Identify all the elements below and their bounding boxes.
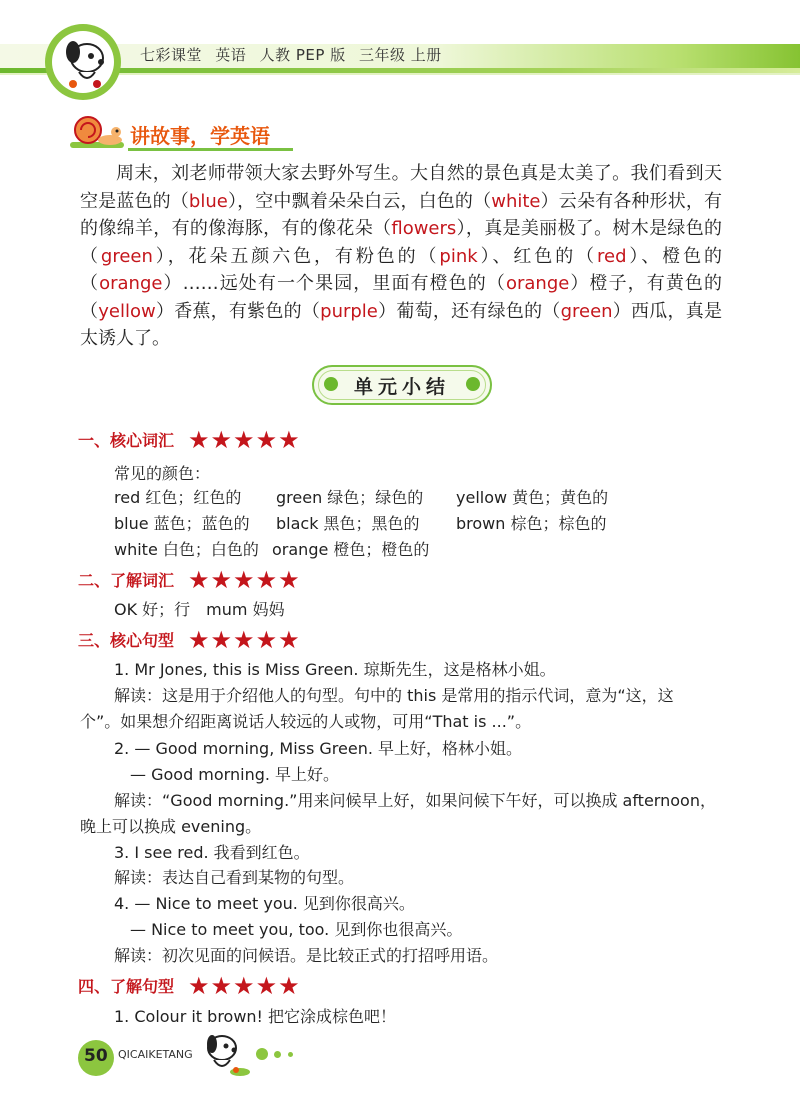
story-text-segment: ）、橙色的（ bbox=[80, 245, 723, 294]
section-title: 四、了解句型 bbox=[78, 977, 175, 996]
story-text-segment: ）……远处有一个果园，里面有橙色的（ bbox=[162, 273, 506, 294]
story-text-segment: ），花朵五颜六色，有粉色的（ bbox=[152, 245, 440, 267]
story-text-segment: ）香蕉，有紫色的（ bbox=[155, 300, 321, 322]
story-text-segment: ）云朵有各种形状，有的像绵羊，有的像海豚，有的像花朵（ bbox=[80, 190, 723, 239]
section-heading bbox=[78, 972, 301, 1000]
header-edition: 人教 PEP 版 bbox=[259, 46, 346, 64]
sentence-line: 2. — Good morning, Miss Green. 早上好，格林小姐。 bbox=[114, 739, 523, 758]
story-text-segment: ）、红色的（ bbox=[477, 245, 597, 267]
vocab-item: yellow 黄色；黄色的 bbox=[456, 488, 609, 507]
story-keyword: orange bbox=[505, 273, 570, 294]
header-series: 七彩课堂 bbox=[140, 46, 203, 64]
snail-icon bbox=[66, 112, 128, 152]
explanation-line: 解读：初次见面的问候语。是比较正式的打招呼用语。 bbox=[114, 946, 499, 965]
story-keyword: blue bbox=[188, 190, 228, 212]
mascot-dog-footer-icon bbox=[194, 1028, 254, 1080]
section-heading bbox=[78, 426, 301, 454]
story-text-segment: 周末，刘老师带领大家去野外写生。大自然的景色真是太美了。我们看到天空是蓝色的（ bbox=[80, 163, 722, 212]
footer-dot bbox=[288, 1052, 293, 1057]
section-heading bbox=[78, 566, 301, 594]
story-keyword: green bbox=[560, 300, 613, 322]
story-text bbox=[80, 160, 722, 353]
vocab-item: green 绿色；绿色的 bbox=[276, 488, 424, 507]
footer-brand: QICAIKETANG bbox=[118, 1048, 193, 1061]
story-text-segment: ），真是美丽极了。树木是绿色的（ bbox=[80, 218, 723, 267]
story-text-segment: ）葡萄，还有绿色的（ bbox=[377, 300, 561, 322]
header-grade: 三年级 上册 bbox=[358, 46, 442, 64]
story-title: 讲故事，学英语 bbox=[130, 124, 270, 148]
vocab-item: black 黑色；黑色的 bbox=[276, 514, 420, 533]
story-keyword: red bbox=[597, 245, 627, 267]
star-rating-icon: ★★★★★ bbox=[188, 626, 301, 654]
unit-summary-title: 单元小结 bbox=[353, 376, 450, 398]
section-heading bbox=[78, 626, 301, 654]
star-rating-icon: ★★★★★ bbox=[188, 426, 301, 454]
explanation-line: 晚上可以换成 evening。 bbox=[80, 817, 262, 836]
vocab-item: orange 橙色；橙色的 bbox=[272, 540, 430, 559]
section-title: 二、了解词汇 bbox=[78, 571, 175, 590]
star-rating-icon: ★★★★★ bbox=[188, 972, 301, 1000]
story-text-segment: ）橙子，有黄色的（ bbox=[80, 273, 723, 322]
vocab-intro: 常见的颜色： bbox=[114, 464, 211, 483]
vocab-item: white 白色；白色的 bbox=[114, 540, 259, 559]
story-paragraph bbox=[80, 160, 722, 353]
vocab-line: OK 好；行 mum 妈妈 bbox=[114, 600, 285, 619]
footer-dot bbox=[274, 1051, 281, 1058]
vocab-item: red 红色；红色的 bbox=[114, 488, 242, 507]
story-keyword: green bbox=[100, 245, 153, 267]
section-title: 一、核心词汇 bbox=[78, 431, 175, 450]
explanation-line: 个”。如果想介绍距离说话人较远的人或物，可用“That is ...”。 bbox=[80, 712, 532, 731]
sentence-line: — Nice to meet you, too. 见到你也很高兴。 bbox=[130, 920, 463, 939]
explanation-line: 解读：这是用于介绍他人的句型。句中的 this 是常用的指示代词，意为“这，这 bbox=[114, 686, 674, 705]
footer-dot bbox=[256, 1048, 268, 1060]
header-title bbox=[140, 44, 450, 65]
star-rating-icon: ★★★★★ bbox=[188, 566, 301, 594]
story-title-underline bbox=[128, 148, 293, 151]
sentence-line: — Good morning. 早上好。 bbox=[130, 765, 340, 784]
page-number: 50 bbox=[84, 1046, 108, 1066]
sentence-line: 3. I see red. 我看到红色。 bbox=[114, 843, 310, 862]
section-title: 三、核心句型 bbox=[78, 631, 175, 650]
story-keyword: orange bbox=[99, 273, 163, 294]
explanation-line: 解读：“Good morning.”用来问候早上好，如果问候下午好，可以换成 afternoon， bbox=[114, 791, 716, 810]
mascot-dog-icon bbox=[35, 22, 130, 102]
sentence-line: 1. Colour it brown! 把它涂成棕色吧！ bbox=[114, 1007, 397, 1026]
story-text-segment: ）西瓜，真是太诱人了。 bbox=[80, 300, 723, 349]
sentence-line: 1. Mr Jones, this is Miss Green. 琼斯先生，这是格林小姐。 bbox=[114, 660, 556, 679]
story-keyword: purple bbox=[320, 300, 378, 322]
explanation-line: 解读：表达自己看到某物的句型。 bbox=[114, 868, 355, 887]
header-subject: 英语 bbox=[215, 46, 247, 64]
vocab-item: blue 蓝色；蓝色的 bbox=[114, 514, 250, 533]
story-keyword: white bbox=[491, 190, 541, 212]
story-keyword: flowers bbox=[391, 218, 457, 239]
story-text-segment: ），空中飘着朵朵白云，白色的（ bbox=[227, 190, 492, 212]
unit-summary-banner bbox=[312, 365, 492, 405]
story-keyword: yellow bbox=[98, 300, 156, 322]
sentence-line: 4. — Nice to meet you. 见到你很高兴。 bbox=[114, 894, 415, 913]
vocab-item: brown 棕色；棕色的 bbox=[456, 514, 607, 533]
story-keyword: pink bbox=[439, 245, 478, 267]
